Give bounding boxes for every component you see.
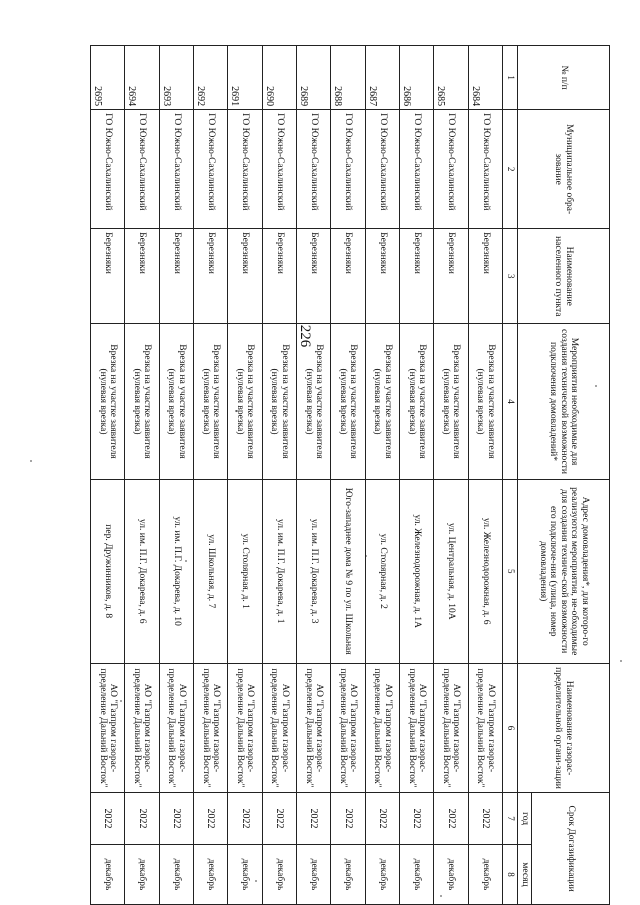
gasification-table bbox=[90, 45, 610, 905]
municipality-cell: ГО Южно-Сахалинский bbox=[365, 110, 399, 229]
municipality-cell: ГО Южно-Сахалинский bbox=[91, 110, 125, 229]
measures-cell: Врезка на участке заявителя (нулевая врезка) bbox=[468, 324, 502, 479]
year-cell: 2022 bbox=[400, 793, 434, 845]
org-cell: АО "Газпром газорас-пределение Дальний Восток" bbox=[262, 663, 296, 792]
address-cell: ул. Железнодорожная, д. 6 bbox=[468, 479, 502, 663]
table-row bbox=[262, 46, 296, 905]
settlement-cell: Березняки bbox=[194, 229, 228, 324]
month-cell: декабрь bbox=[297, 844, 331, 904]
row-number: 2691 bbox=[228, 46, 262, 110]
address-cell: Юго-западнее дома № 9 по ул. Школьная bbox=[331, 479, 365, 663]
year-cell: 2022 bbox=[468, 793, 502, 845]
org-cell: АО "Газпром газорас-пределение Дальний Восток" bbox=[194, 663, 228, 792]
org-cell: АО "Газпром газорас-пределение Дальний Восток" bbox=[228, 663, 262, 792]
table-row bbox=[365, 46, 399, 905]
address-cell: ул. им. П.Г. Докарева, д. 1 bbox=[262, 479, 296, 663]
settlement-cell: Березняки bbox=[262, 229, 296, 324]
municipality-cell: ГО Южно-Сахалинский bbox=[434, 110, 468, 229]
table-row bbox=[434, 46, 468, 905]
address-cell: пер. Дружинников, д. 8 bbox=[91, 479, 125, 663]
year-cell: 2022 bbox=[434, 793, 468, 845]
col-number: 7 bbox=[503, 793, 518, 845]
settlement-cell: Березняки bbox=[91, 229, 125, 324]
row-number: 2686 bbox=[400, 46, 434, 110]
year-cell: 2022 bbox=[194, 793, 228, 845]
settlement-cell: Березняки bbox=[331, 229, 365, 324]
row-number: 2684 bbox=[468, 46, 502, 110]
municipality-cell: ГО Южно-Сахалинский bbox=[262, 110, 296, 229]
address-cell: ул. Школьная, д. 7 bbox=[194, 479, 228, 663]
address-cell: ул. им. П.Г. Докарева, д. 3 bbox=[297, 479, 331, 663]
municipality-cell: ГО Южно-Сахалинский bbox=[159, 110, 193, 229]
header-deadline: Срок Догазификации bbox=[532, 793, 610, 905]
measures-cell: Врезка на участке заявителя (нулевая врезка) bbox=[365, 324, 399, 479]
org-cell: АО "Газпром газорас-пределение Дальний Восток" bbox=[331, 663, 365, 792]
month-cell: декабрь bbox=[331, 844, 365, 904]
col-number: 2 bbox=[503, 110, 518, 229]
table-row bbox=[125, 46, 159, 905]
org-cell: АО "Газпром газорас-пределение Дальний Восток" bbox=[434, 663, 468, 792]
row-number: 2692 bbox=[194, 46, 228, 110]
address-cell: ул. Столярная, д. 1 bbox=[228, 479, 262, 663]
header-municipality: Муниципальное обра-зование bbox=[518, 110, 610, 229]
col-number: 3 bbox=[503, 229, 518, 324]
settlement-cell: Березняки bbox=[125, 229, 159, 324]
measures-cell: Врезка на участке заявителя (нулевая врезка) bbox=[125, 324, 159, 479]
org-cell: АО "Газпром газорас-пределение Дальний Восток" bbox=[365, 663, 399, 792]
municipality-cell: ГО Южно-Сахалинский bbox=[400, 110, 434, 229]
header-num: № п/п bbox=[518, 46, 610, 110]
settlement-cell: Березняки bbox=[468, 229, 502, 324]
municipality-cell: ГО Южно-Сахалинский bbox=[468, 110, 502, 229]
org-cell: АО "Газпром газорас-пределение Дальний Восток" bbox=[297, 663, 331, 792]
col-number: 4 bbox=[503, 324, 518, 479]
header-measures: Мероприятия необходимые для создания технической возможности подключения домовладений* bbox=[518, 324, 610, 479]
page-number: 226 bbox=[297, 324, 313, 348]
row-number: 2689 bbox=[297, 46, 331, 110]
row-number: 2690 bbox=[262, 46, 296, 110]
settlement-cell: Березняки bbox=[365, 229, 399, 324]
address-cell: ул. Железнодорожная, д. 1А bbox=[400, 479, 434, 663]
row-number: 2688 bbox=[331, 46, 365, 110]
table-row bbox=[159, 46, 193, 905]
municipality-cell: ГО Южно-Сахалинский bbox=[331, 110, 365, 229]
col-number: 1 bbox=[503, 46, 518, 110]
table-row bbox=[91, 46, 125, 905]
org-cell: АО "Газпром газорас-пределение Дальний Восток" bbox=[159, 663, 193, 792]
year-cell: 2022 bbox=[91, 793, 125, 845]
org-cell: АО "Газпром газорас-пределение Дальний Восток" bbox=[91, 663, 125, 792]
address-cell: ул. им. П.Г. Докарева, д. 6 bbox=[125, 479, 159, 663]
row-number: 2685 bbox=[434, 46, 468, 110]
header-row bbox=[532, 46, 610, 905]
month-cell: декабрь bbox=[400, 844, 434, 904]
year-cell: 2022 bbox=[228, 793, 262, 845]
row-number: 2687 bbox=[365, 46, 399, 110]
table-row bbox=[400, 46, 434, 905]
month-cell: декабрь bbox=[365, 844, 399, 904]
org-cell: АО "Газпром газорас-пределение Дальний Восток" bbox=[125, 663, 159, 792]
year-cell: 2022 bbox=[262, 793, 296, 845]
measures-cell: Врезка на участке заявителя (нулевая врезка) bbox=[91, 324, 125, 479]
settlement-cell: Березняки bbox=[159, 229, 193, 324]
header-month: месяц bbox=[518, 844, 532, 904]
municipality-cell: ГО Южно-Сахалинский bbox=[125, 110, 159, 229]
measures-cell: Врезка на участке заявителя (нулевая врезка) bbox=[228, 324, 262, 479]
settlement-cell: Березняки bbox=[400, 229, 434, 324]
header-year: год bbox=[518, 793, 532, 845]
measures-cell: Врезка на участке заявителя (нулевая врезка) bbox=[434, 324, 468, 479]
measures-cell: Врезка на участке заявителя (нулевая врезка) bbox=[262, 324, 296, 479]
month-cell: декабрь bbox=[468, 844, 502, 904]
table-row bbox=[468, 46, 502, 905]
measures-cell: Врезка на участке заявителя (нулевая врезка) bbox=[331, 324, 365, 479]
table-row bbox=[331, 46, 365, 905]
column-number-row bbox=[503, 46, 518, 905]
table-wrapper bbox=[90, 45, 610, 905]
settlement-cell: Березняки bbox=[228, 229, 262, 324]
municipality-cell: ГО Южно-Сахалинский bbox=[228, 110, 262, 229]
settlement-cell: Березняки bbox=[297, 229, 331, 324]
measures-cell: Врезка на участке заявителя (нулевая врезка) bbox=[297, 324, 331, 479]
measures-cell: Врезка на участке заявителя (нулевая врезка) bbox=[194, 324, 228, 479]
address-cell: ул. им. П.Г. Докарева, д. 10 bbox=[159, 479, 193, 663]
year-cell: 2022 bbox=[297, 793, 331, 845]
header-address: Адрес домовладения*, для которо-го реализуются мероприятия, не-обходимые для создания техниче-ской возможности его подключе-ния (улица, номер домовладения) bbox=[518, 479, 610, 663]
row-number: 2694 bbox=[125, 46, 159, 110]
table-body bbox=[91, 46, 503, 905]
address-cell: ул. Центральная, д. 10А bbox=[434, 479, 468, 663]
year-cell: 2022 bbox=[159, 793, 193, 845]
row-number: 2695 bbox=[91, 46, 125, 110]
table-row bbox=[228, 46, 262, 905]
col-number: 5 bbox=[503, 479, 518, 663]
month-cell: декабрь bbox=[91, 844, 125, 904]
row-number: 2693 bbox=[159, 46, 193, 110]
month-cell: декабрь bbox=[228, 844, 262, 904]
month-cell: декабрь bbox=[125, 844, 159, 904]
year-cell: 2022 bbox=[365, 793, 399, 845]
col-number: 8 bbox=[503, 844, 518, 904]
month-cell: декабрь bbox=[194, 844, 228, 904]
org-cell: АО "Газпром газорас-пределение Дальний Восток" bbox=[400, 663, 434, 792]
org-cell: АО "Газпром газорас-пределение Дальний Восток" bbox=[468, 663, 502, 792]
table-row bbox=[297, 46, 331, 905]
month-cell: декабрь bbox=[262, 844, 296, 904]
month-cell: декабрь bbox=[159, 844, 193, 904]
settlement-cell: Березняки bbox=[434, 229, 468, 324]
header-org: Наименование газорас-пределительной органи-зации bbox=[518, 663, 610, 792]
month-cell: декабрь bbox=[434, 844, 468, 904]
address-cell: ул. Столярная, д. 2 bbox=[365, 479, 399, 663]
table-row bbox=[194, 46, 228, 905]
measures-cell: Врезка на участке заявителя (нулевая врезка) bbox=[400, 324, 434, 479]
year-cell: 2022 bbox=[125, 793, 159, 845]
header-settlement: Наименование населенного пункта bbox=[518, 229, 610, 324]
year-cell: 2022 bbox=[331, 793, 365, 845]
col-number: 6 bbox=[503, 663, 518, 792]
municipality-cell: ГО Южно-Сахалинский bbox=[297, 110, 331, 229]
municipality-cell: ГО Южно-Сахалинский bbox=[194, 110, 228, 229]
measures-cell: Врезка на участке заявителя (нулевая врезка) bbox=[159, 324, 193, 479]
